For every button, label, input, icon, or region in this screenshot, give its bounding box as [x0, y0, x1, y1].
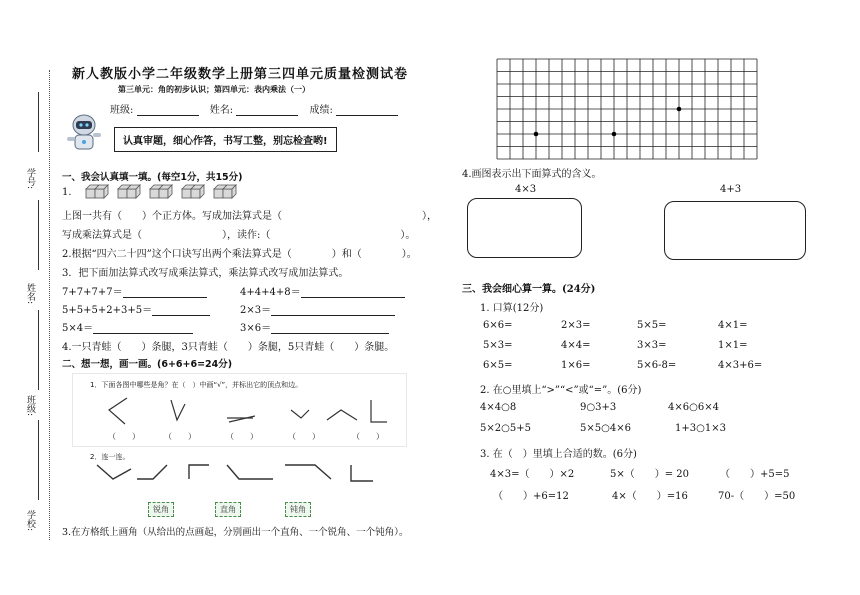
q3-text: 3．把下面加法算式改写成乘法算式，乘法算式改写成加法算式。: [62, 268, 349, 279]
oral-item: 2×3=: [561, 320, 591, 331]
q3-item-left: 5×4＝: [62, 319, 193, 334]
class-field[interactable]: [137, 105, 199, 116]
score-field[interactable]: [336, 105, 398, 116]
angle-shape-4: [291, 410, 309, 418]
expr-left: 4×3: [515, 184, 537, 195]
q3-item-right: 3×6＝: [240, 319, 389, 334]
compare-item[interactable]: 9○3+3: [580, 402, 617, 413]
fill-item[interactable]: 4×（ ）=16: [612, 491, 688, 502]
q3-item-right: 2×3＝: [240, 301, 395, 316]
fold-line: [49, 70, 50, 540]
name-label: 姓名:: [209, 105, 234, 116]
score-label: 成绩:: [309, 105, 333, 116]
answer-line[interactable]: [123, 287, 207, 298]
binding-line: [38, 310, 39, 390]
angle-shape-1: [109, 398, 127, 424]
q3-item-left: 5+5+5+2+3+5＝: [62, 301, 210, 316]
compare-item[interactable]: 4×4○8: [480, 402, 517, 413]
drawing-grid[interactable]: [496, 58, 758, 160]
q3-item-right: 4+4+4+8＝: [240, 283, 405, 298]
page-subtitle: 第三单元：角的初步认识；第四单元：表内乘法（一）: [118, 84, 310, 94]
oral-item: 3×3=: [637, 340, 667, 351]
expr-right: 4+3: [720, 184, 742, 195]
drawing-box-right[interactable]: [664, 201, 806, 260]
oral-item: 4×3+6=: [718, 360, 763, 371]
answer-paren[interactable]: （ ）: [226, 432, 258, 441]
binding-line: [38, 200, 39, 270]
answer-paren[interactable]: （ ）: [108, 432, 140, 441]
q4-text-right: 4.画图表示出下面算式的含义。: [462, 169, 602, 180]
fill-item[interactable]: （ ）+6=12: [493, 491, 569, 502]
class-margin-label: 班级:: [25, 395, 35, 417]
reminder-callout: 认真审题，细心作答，书写工整，别忘检查哟!: [114, 127, 337, 152]
cube-stack-icon: [84, 183, 254, 201]
answer-paren[interactable]: （ ）: [352, 432, 384, 441]
start-point: [534, 132, 539, 137]
answer-paren[interactable]: （ ）: [164, 432, 196, 441]
oral-item: 5×6-8=: [637, 360, 677, 371]
tag-acute[interactable]: 锐角: [148, 502, 174, 517]
angle-sub2-text: 2．连一连。: [90, 453, 130, 461]
section3-heading: 三、我会细心算一算。(24分): [462, 284, 596, 295]
start-point: [612, 132, 617, 137]
angle-figures: [95, 396, 395, 426]
angle-sub1-text: 1．下面各图中哪些是角？在（ ）中画“√”，并标出它的顶点和边。: [90, 381, 303, 389]
oral-item: 1×6=: [561, 360, 591, 371]
fill-item[interactable]: 4×3=（ ）×2: [490, 469, 575, 480]
start-point: [677, 107, 682, 112]
robot-mascot-icon: [62, 113, 106, 153]
name-margin-label: 姓名:: [25, 283, 35, 305]
tag-obtuse[interactable]: 钝角: [285, 502, 311, 517]
section2-q3-text: 3.在方格纸上画角（从给出的点画起，分别画出一个直角、一个锐角、一个钝角）。: [62, 527, 409, 538]
answer-paren[interactable]: （ ）: [288, 432, 320, 441]
compare-item[interactable]: 5×2○5+5: [480, 423, 531, 434]
q1-number: 1.: [62, 187, 72, 198]
angle-shape-6: [371, 400, 387, 422]
q2-text: 2.根据“四六二十四”这个口诀写出两个乘法算式是（ ）和（ ）。: [62, 249, 417, 260]
fill-heading: 3. 在（ ）里填上合适的数。(6分): [480, 449, 637, 460]
class-label: 班级:: [110, 105, 134, 116]
compare-item[interactable]: 1+3○1×3: [675, 423, 726, 434]
oral-item: 6×5=: [483, 360, 513, 371]
connect-angle-figures: [95, 461, 395, 485]
oral-item: 4×4=: [561, 340, 591, 351]
oral-item: 5×5=: [637, 320, 667, 331]
answer-line[interactable]: [93, 323, 193, 334]
oral-item: 4×1=: [718, 320, 748, 331]
answer-line[interactable]: [152, 305, 210, 316]
angle-shape-5: [327, 410, 357, 420]
answer-line[interactable]: [271, 305, 395, 316]
answer-line[interactable]: [271, 323, 389, 334]
student-no-label: 学号:: [25, 168, 35, 190]
q3-item-left: 7+7+7+7＝: [62, 283, 207, 298]
drawing-box-left[interactable]: [467, 198, 582, 258]
oral-item: 5×3=: [483, 340, 513, 351]
fill-item[interactable]: 5×（ ）= 20: [610, 469, 690, 480]
q1-line1: 上图一共有（ ）个正方体。写成加法算式是（ ），: [62, 211, 437, 222]
answer-line[interactable]: [301, 287, 405, 298]
binding-line: [38, 92, 39, 152]
compare-heading: 2. 在○里填上“>”“<”或“=”。(6分): [480, 385, 642, 396]
compare-item[interactable]: 5×5○4×6: [580, 423, 631, 434]
oral-heading: 1. 口算(12分): [480, 303, 544, 314]
angle-shape-2: [171, 400, 185, 420]
oral-item: 6×6=: [483, 320, 513, 331]
q4-text: 4.一只青蛙（ ）条腿，3只青蛙（ ）条腿，5只青蛙（ ）条腿。: [62, 342, 395, 353]
page-title: 新人教版小学二年级数学上册第三四单元质量检测试卷: [72, 67, 409, 82]
fill-item[interactable]: 70-（ ）=50: [718, 491, 796, 502]
oral-item: 1×1=: [718, 340, 748, 351]
section1-heading: 一、我会认真填一填。(每空1分，共15分): [62, 172, 243, 183]
school-margin-label: 学校:: [25, 510, 35, 532]
compare-item[interactable]: 4×6○6×4: [668, 402, 719, 413]
fill-item[interactable]: （ ）+5=5: [720, 469, 790, 480]
q1-line2: 写成乘法算式是（ ），读作:（ ）。: [62, 230, 416, 241]
info-row: [110, 101, 398, 116]
tag-right[interactable]: 直角: [215, 502, 241, 517]
binding-line: [38, 420, 39, 500]
cubes-row: [84, 183, 254, 204]
name-field[interactable]: [236, 105, 298, 116]
section2-heading: 二、想一想，画一画。(6+6+6=24分): [62, 359, 233, 370]
